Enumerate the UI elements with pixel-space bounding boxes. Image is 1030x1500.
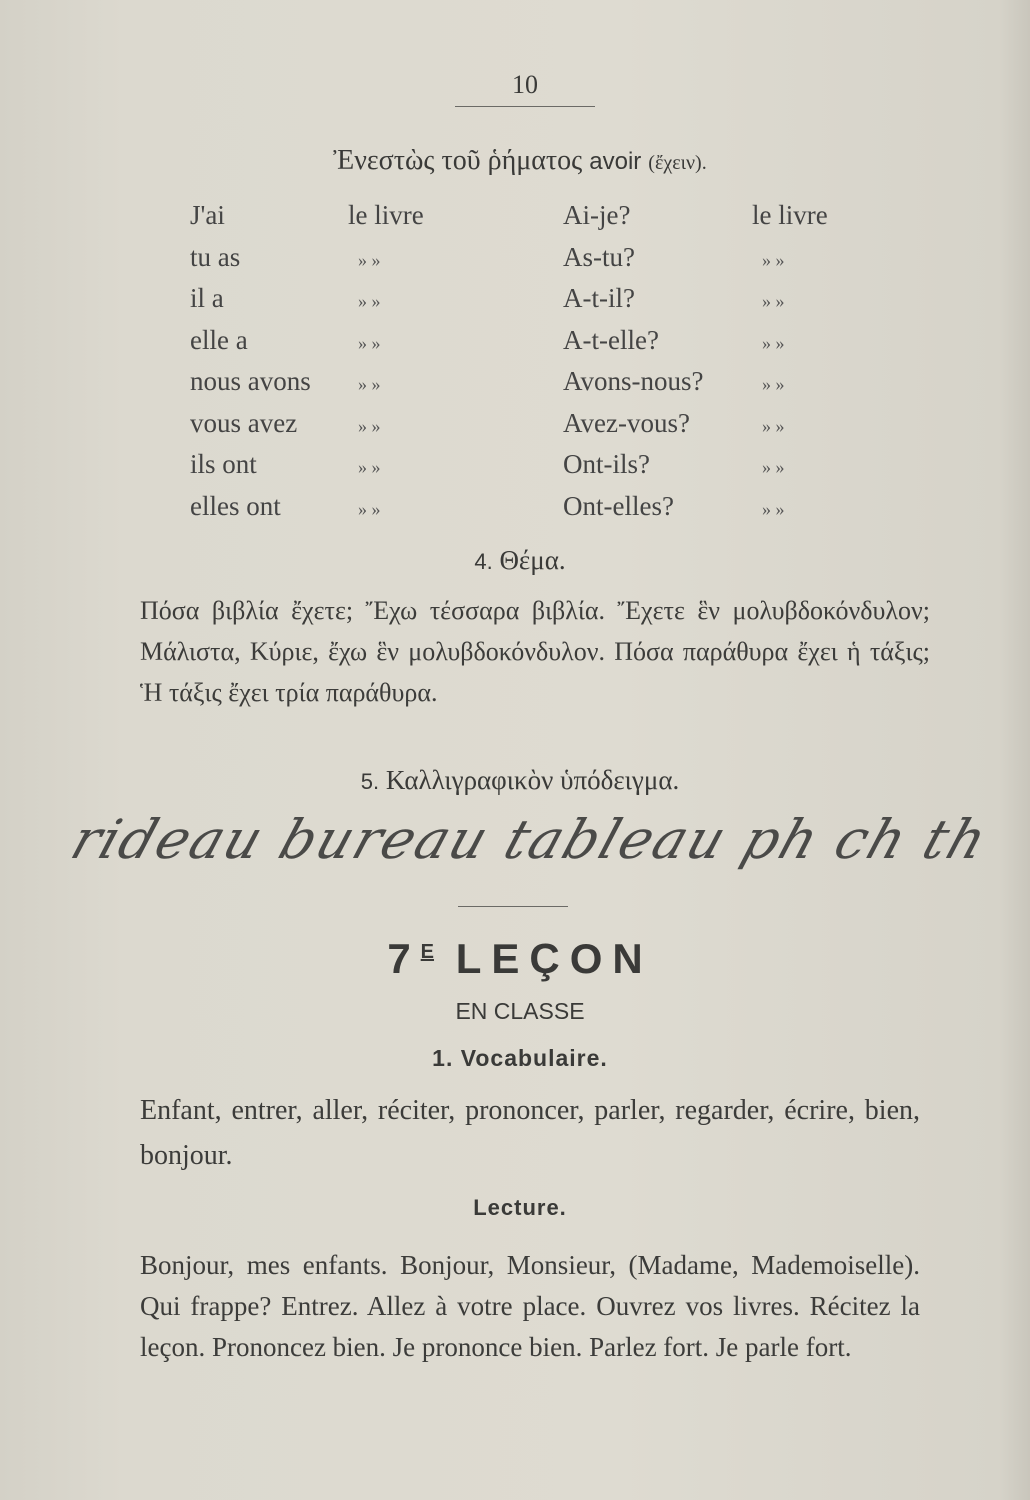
heading-french-word: avoir [589,148,642,175]
conjugation-cell-q-object: » » [762,374,785,394]
conjugation-cell-subject: elles ont [190,490,281,521]
page-number: 10 [512,70,538,99]
reading-heading: Lecture. [473,1195,567,1220]
calligraphy-sample: rideau bureau tableau ph ch th [63,808,997,871]
conjugation-cell-subject: elle a [190,324,248,355]
conjugation-cell-subject: J'ai [190,200,225,230]
conjugation-cell-subject: tu as [190,241,241,272]
section-rule [458,906,568,907]
conjugation-cell-object: » » [358,415,381,436]
conjugation-cell-question: Ont-elles? [563,490,674,521]
conjugation-cell-question: As-tu? [563,241,635,272]
conjugation-cell-q-object: » » [762,415,785,436]
conjugation-cell-q-object: » » [762,498,785,519]
conjugation-cell-question: Ai-je? [563,200,631,230]
conjugation-cell-subject: nous avons [190,366,311,396]
conjugation-cell-object: » » [358,457,381,477]
theme-heading [0,545,1030,576]
heading-paren: (ἔχειν). [648,152,707,174]
lesson-number: 7 [387,935,421,982]
conjugation-cell-subject: il a [190,283,224,313]
conjugation-cell-object: » » [358,332,381,353]
lesson-title-text: LEÇON [455,935,653,982]
lesson-subtitle: EN CLASSE [455,998,585,1024]
conjugation-cell-q-object: le livre [752,200,828,230]
conjugation-cell-q-object: » » [762,457,785,477]
conjugation-cell-q-object: » » [762,332,785,353]
conjugation-cell-subject: vous avez [190,407,298,438]
conjugation-cell-question: A-t-elle? [563,324,659,355]
conjugation-cell-q-object: » » [762,249,785,270]
lesson-title [0,935,1030,983]
calligraphy-title: Καλλιγραφικὸν ὑπόδειγμα. [385,765,680,795]
conjugation-heading [0,145,1030,177]
theme-paragraph: Πόσα βιβλία ἔχετε; Ἔχω τέσσαρα βιβλία. Ἔχετε ἓν μολυβδοκόνδυλον; Μάλιστα, Κύριε, ἔχω ἓν μολυβδοκόνδυλον. Πόσα παράθυρα ἔχει ἡ τάξις; Ἡ τάξις ἔχει τρία παράθυρα. [140,596,930,707]
heading-greek-text: Ἐνεστὼς τοῦ ῥήματος [333,145,583,176]
conjugation-cell-object: » » [358,291,381,311]
reading-paragraph: Bonjour, mes enfants. Bonjour, Monsieur, (Madame, Mademoiselle). Qui frappe? Entrez. Allez à votre place. Ouvrez vos livres. Récitez la leçon. Prononcez bien. Je prononce bien. Parlez fort. Je parle fort. [140,1250,920,1362]
conjugation-cell-object: » » [358,498,381,519]
vocabulary-paragraph: Enfant, entrer, aller, réciter, prononcer, parler, regarder, écrire, bien, bonjour. [140,1095,920,1171]
calligraphy-heading [0,765,1030,796]
conjugation-cell-question: Ont-ils? [563,449,650,479]
page-number-rule [455,106,595,107]
conjugation-cell-object: » » [358,374,381,394]
conjugation-cell-q-object: » » [762,291,785,311]
conjugation-cell-object: le livre [348,200,424,230]
conjugation-cell-subject: ils ont [190,449,257,479]
lesson-suffix: E [420,941,435,963]
conjugation-cell-question: Avons-nous? [563,366,704,396]
theme-number: 4. [474,549,493,574]
conjugation-cell-question: Avez-vous? [563,407,690,438]
vocabulary-heading: 1. Vocabulaire. [432,1045,608,1071]
conjugation-cell-object: » » [358,249,381,270]
conjugation-cell-question: A-t-il? [563,283,635,313]
calligraphy-number: 5. [360,769,380,794]
theme-title: Θέμα. [499,545,566,575]
